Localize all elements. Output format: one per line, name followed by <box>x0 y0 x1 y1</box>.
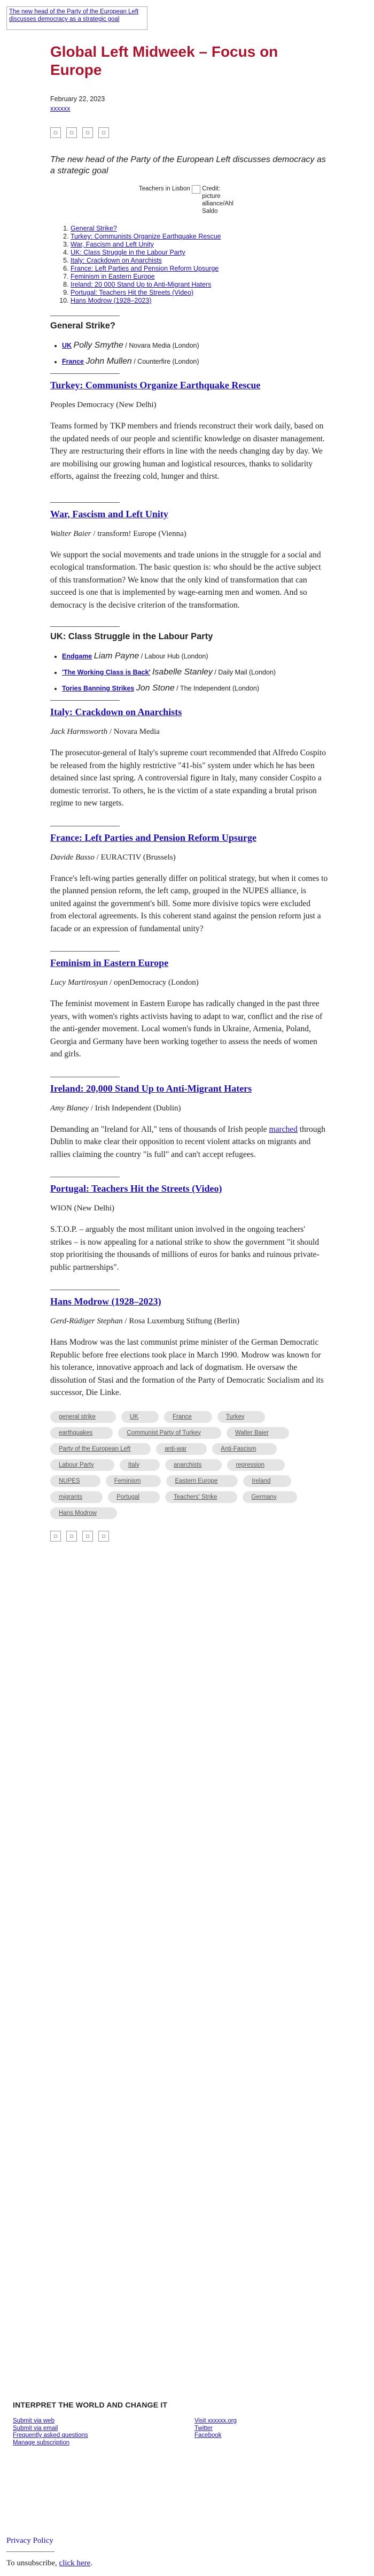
source-name: / EURACTIV (Brussels) <box>94 853 176 862</box>
tag[interactable]: migrants <box>50 1491 103 1503</box>
tag[interactable]: NUPES <box>50 1475 100 1487</box>
unsubscribe-text: To unsubscribe, <box>6 2559 59 2567</box>
tag[interactable]: UK <box>121 1411 159 1423</box>
source-name: / Novara Media <box>107 727 160 736</box>
author-name: Isabelle Stanley <box>152 668 213 677</box>
section-title-link[interactable]: War, Fascism and Left Unity <box>50 508 168 519</box>
submit-email-link[interactable]: Submit via email <box>13 2425 58 2432</box>
submit-web-link[interactable]: Submit via web <box>13 2418 54 2424</box>
section-body: The feminist movement in Eastern Europe has radically changed in the past three years, with women's rights activists having to adapt to war, conflict and the rise of the anti-gender movement. Local women's funds in Ukraine, Armenia, Poland, Georgia and Germany have been working together to assess the needs of women and girls. <box>50 999 323 1059</box>
section-feminism <box>50 951 328 1061</box>
facebook-link[interactable]: Facebook <box>194 2432 222 2439</box>
tag[interactable]: Labour Party <box>50 1459 114 1471</box>
source-name: / Counterfire (London) <box>131 358 199 365</box>
section-title-link[interactable]: Italy: Crackdown on Anarchists <box>50 707 182 717</box>
tag[interactable]: Italy <box>120 1459 160 1471</box>
figure <box>50 185 328 215</box>
author-name: Amy Blaney <box>50 1103 89 1113</box>
tag[interactable]: Ireland <box>243 1475 291 1487</box>
author-name: Jon Stone <box>136 684 175 693</box>
faq-link[interactable]: Frequently asked questions <box>13 2432 88 2439</box>
share-icon-3[interactable]: ▫ <box>82 1531 93 1542</box>
tag[interactable]: Anti-Fascism <box>212 1443 276 1455</box>
list-item <box>62 341 328 350</box>
section-portugal <box>50 1177 328 1274</box>
toc-link[interactable]: Turkey: Communists Organize Earthquake Rescue <box>71 233 221 240</box>
divider <box>50 502 120 503</box>
section-modrow <box>50 1290 328 1399</box>
list-item <box>62 357 328 366</box>
page-title: Global Left Midweek – Focus on Europe <box>50 43 278 78</box>
table-of-contents <box>61 225 328 305</box>
twitter-link[interactable]: Twitter <box>194 2425 213 2432</box>
tag[interactable]: Feminism <box>106 1475 161 1487</box>
footer-links <box>13 2418 355 2447</box>
tag[interactable]: Party of the European Left <box>50 1443 151 1455</box>
section-title: UK: Class Struggle in the Labour Party <box>50 632 213 641</box>
footer-left-column <box>13 2418 173 2447</box>
share-icon-2[interactable]: ▫ <box>66 1531 77 1542</box>
author-name: Jack Harmsworth <box>50 727 108 736</box>
author-name: Liam Payne <box>94 651 139 661</box>
link-list <box>50 341 328 366</box>
newsletter-body <box>50 43 328 1542</box>
share-icon-1[interactable]: ▫ <box>50 127 61 138</box>
footer <box>13 2401 355 2447</box>
image-placeholder-icon <box>192 185 200 194</box>
privacy-row <box>6 2535 53 2546</box>
article-link[interactable]: Endgame <box>62 653 92 660</box>
section-title-link[interactable]: Hans Modrow (1928–2023) <box>50 1296 161 1307</box>
divider <box>50 951 120 952</box>
privacy-policy-link[interactable]: Privacy Policy <box>6 2536 53 2545</box>
author-link[interactable]: xxxxxx <box>50 105 71 112</box>
visit-site-link[interactable]: Visit xxxxxx.org <box>194 2418 237 2424</box>
list-item <box>62 652 328 661</box>
author-name: Polly Smythe <box>73 341 123 350</box>
divider <box>50 626 120 627</box>
author-name: Davide Basso <box>50 853 95 862</box>
byline <box>50 852 328 863</box>
tag[interactable]: Turkey <box>217 1411 265 1423</box>
share-icons-bottom <box>50 1531 328 1542</box>
tag[interactable]: repression <box>227 1459 285 1471</box>
toc-item <box>71 257 328 265</box>
share-icon-4[interactable]: ▫ <box>98 127 109 138</box>
toc-link[interactable]: Feminism in Eastern Europe <box>71 273 155 280</box>
toc-item <box>71 225 328 233</box>
article-link[interactable]: Tories Banning Strikes <box>62 685 135 692</box>
section-title: General Strike? <box>50 321 115 331</box>
section-war <box>50 502 328 612</box>
unsubscribe-link[interactable]: click here <box>59 2559 91 2567</box>
article-link[interactable]: UK <box>62 342 72 349</box>
section-uk <box>50 626 328 693</box>
section-france <box>50 826 328 936</box>
toc-item <box>71 233 328 241</box>
divider <box>50 700 120 701</box>
byline: WION (New Delhi) <box>50 1204 114 1213</box>
toc-link[interactable]: UK: Class Struggle in the Labour Party <box>71 249 185 256</box>
tag[interactable]: Hans Modrow <box>50 1507 117 1519</box>
source-name: / Rosa Luxemburg Stiftung (Berlin) <box>122 1317 240 1325</box>
toc-link[interactable]: Hans Modrow (1928–2023) <box>71 297 152 304</box>
toc-item <box>71 297 328 305</box>
toc-link[interactable]: General Strike? <box>71 225 117 232</box>
unsubscribe-row <box>6 2559 92 2568</box>
share-icon-3[interactable]: ▫ <box>82 127 93 138</box>
toc-link[interactable]: France: Left Parties and Pension Reform Upsurge <box>71 265 219 272</box>
share-icon-1[interactable]: ▫ <box>50 1531 61 1542</box>
tag[interactable]: Portugal <box>108 1491 160 1503</box>
header-image-link[interactable]: The new head of the Party of the European Left discusses democracy as a strategic goal <box>6 6 147 30</box>
section-body: The prosecutor-general of Italy's supreme court recommended that Alfredo Cospito be released from the highly restrictive "41-bis" system under which he has been detained since last spring. A controversial figure in Italy, many consider Cospito a domestic terrorist. To others, he is the victim of a state expanding a brutal prison regime to new targets. <box>50 748 326 808</box>
byline: Peoples Democracy (New Delhi) <box>50 401 157 409</box>
source-name: / Daily Mail (London) <box>212 669 276 676</box>
section-title-link[interactable]: Feminism in Eastern Europe <box>50 957 169 968</box>
toc-item <box>71 241 328 249</box>
list-item <box>62 684 328 693</box>
toc-item <box>71 281 328 289</box>
figure-caption: Teachers in Lisbon <box>138 186 190 192</box>
author-name: Lucy Martirosyan <box>50 978 108 987</box>
author-name: John Mullen <box>85 357 132 366</box>
section-ireland <box>50 1077 328 1161</box>
footer-right-column <box>194 2418 355 2447</box>
tag[interactable]: anti-war <box>156 1443 207 1455</box>
share-icon-2[interactable]: ▫ <box>66 127 77 138</box>
source-name: / transform! Europe (Vienna) <box>91 529 186 538</box>
lede-text: The new head of the Party of the European Left discusses democracy as a strategic goal <box>50 155 326 175</box>
divider <box>6 2551 54 2552</box>
divider <box>50 373 120 374</box>
article-link[interactable]: France <box>62 358 84 365</box>
tag[interactable]: Germany <box>243 1491 297 1503</box>
source-name: / openDemocracy (London) <box>107 978 199 987</box>
section-title-link[interactable]: France: Left Parties and Pension Reform Upsurge <box>50 832 256 843</box>
section-body: Teams formed by TKP members and friends reconstruct their work daily, based on the updated needs of our people and scientific knowledge on disaster management. They are restructuring their efforts in line with the needs changing day by day. We are mobilising our growing human and logistical resources, thanks to solidarity efforts, against the freezing cold, hunger and thirst. <box>50 421 325 481</box>
author-name: Gerd-Rüdiger Stephan <box>50 1317 123 1325</box>
manage-subscription-link[interactable]: Manage subscription <box>13 2439 70 2446</box>
tag[interactable]: France <box>164 1411 212 1423</box>
section-body: France's left-wing parties generally differ on political strategy, but when it comes to the planned pension reform, the left camp, grouped in the NUPES alliance, is united against the government's bill. Some more divisive topics were excluded from electoral agreements. Is this coherent stand against the pension reform just a facade or an expression of fundamental unity? <box>50 873 328 933</box>
toc-item <box>71 265 328 273</box>
tag[interactable]: Walter Baier <box>227 1427 289 1439</box>
section-body <box>50 1123 328 1161</box>
toc-link[interactable]: Italy: Crackdown on Anarchists <box>71 257 162 264</box>
section-title-link[interactable]: Turkey: Communists Organize Earthquake Rescue <box>50 380 261 390</box>
section-turkey <box>50 373 328 483</box>
source-name: / The Independent (London) <box>174 685 259 692</box>
tag-cloud <box>50 1411 328 1519</box>
link-list <box>50 652 328 693</box>
unsubscribe-end: . <box>90 2559 92 2567</box>
tag[interactable]: general strike <box>50 1411 116 1423</box>
share-icons <box>50 127 328 138</box>
tag[interactable]: earthquakes <box>50 1427 113 1439</box>
section-body: S.T.O.P. – arguably the most militant union involved in the ongoing teachers' strikes – is now appealing for a national strike to show the government "it should stop prioritising the thousands of millions of euros for banks and ruinous private-public partnerships". <box>50 1225 320 1272</box>
section-title-link[interactable]: Portugal: Teachers Hit the Streets (Video) <box>50 1183 222 1194</box>
footer-heading: INTERPRET THE WORLD AND CHANGE IT <box>13 2401 168 2409</box>
source-name: / Novara Media (London) <box>123 342 199 349</box>
body-text-part: Demanding an "Ireland for All," tens of thousands of Irish people <box>50 1124 269 1134</box>
toc-link[interactable]: Ireland: 20 000 Stand Up to Anti-Migrant Haters <box>71 281 212 288</box>
section-italy <box>50 700 328 810</box>
author-name: Walter Baier <box>50 529 91 538</box>
section-title-link[interactable]: Ireland: 20,000 Stand Up to Anti-Migrant Haters <box>50 1083 252 1094</box>
tag[interactable]: anarchists <box>165 1459 222 1471</box>
byline <box>50 1316 328 1327</box>
tag[interactable]: Teachers' Strike <box>165 1491 237 1503</box>
marched-link[interactable]: marched <box>269 1124 298 1134</box>
tag[interactable]: Communist Party of Turkey <box>118 1427 221 1439</box>
body-text-part: through Dublin to make clear their opposition to recent violent attacks on migrants and rallies claiming the country "is full" and can't accept refugees. <box>50 1124 325 1159</box>
toc-item <box>71 273 328 281</box>
section-general-strike <box>50 316 328 366</box>
source-name: / Irish Independent (Dublin) <box>89 1103 181 1113</box>
section-body: We support the social movements and trade unions in the struggle for a social and ecological transformation. The basic question is: who should be the active subject of this transformation? We know that the only kind of transformation that can succeed is one that is implemented by wage-earning men and women. And so democracy is the decisive criterion of the transformation. <box>50 550 321 610</box>
toc-item <box>71 289 328 297</box>
byline <box>50 726 328 737</box>
toc-link[interactable]: Portugal: Teachers Hit the Streets (Video) <box>71 289 194 296</box>
source-name: / Labour Hub (London) <box>139 653 208 660</box>
byline <box>50 1103 328 1114</box>
publish-date: February 22, 2023 <box>50 95 105 103</box>
article-link[interactable]: 'The Working Class is Back' <box>62 669 151 676</box>
figure-credit: Credit: picture alliance/Ahl Saldo <box>202 186 233 214</box>
tag[interactable]: Eastern Europe <box>166 1475 238 1487</box>
byline <box>50 528 328 539</box>
toc-item <box>71 249 328 257</box>
toc-link[interactable]: War, Fascism and Left Unity <box>71 241 154 248</box>
section-body: Hans Modrow was the last communist prime minister of the German Democratic Republic before free elections took place in March 1990. Modrow was known for his tolerance, innovative approach and lack of dogmatism. He oversaw the dissolution of Stasi and the formation of the Party of Democratic Socialism and its successor, Die Linke. <box>50 1338 324 1397</box>
byline <box>50 977 328 988</box>
list-item <box>62 668 328 677</box>
share-icon-4[interactable]: ▫ <box>98 1531 109 1542</box>
